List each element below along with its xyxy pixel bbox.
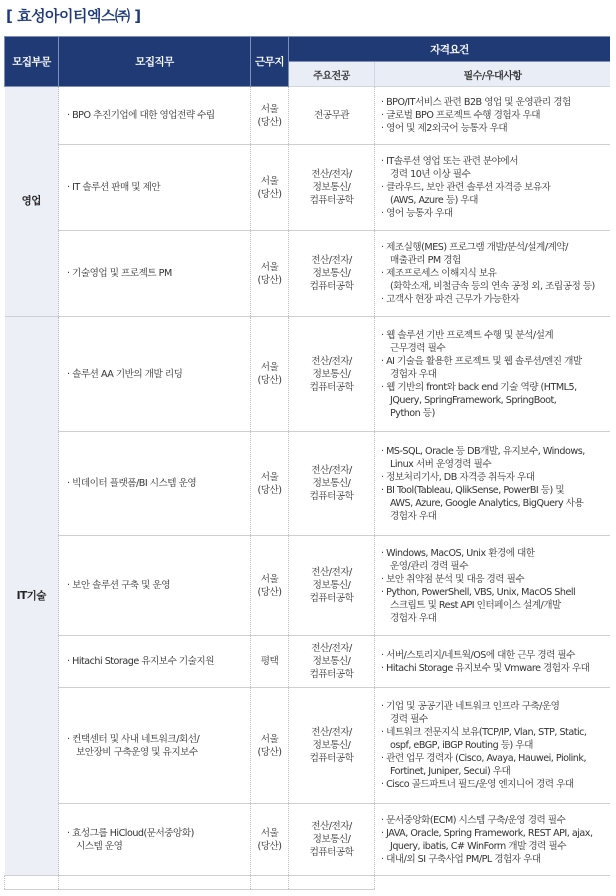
duty-cell (59, 636, 251, 688)
major-cell: 전산/전자/ 정보통신/ 컴퓨터공학 (289, 231, 375, 317)
empty-cell (5, 876, 59, 890)
dept-cell-sales: 영업 (5, 87, 59, 317)
major-cell: 전산/전자/ 정보통신/ 컴퓨터공학 (289, 688, 375, 804)
duty-cell (59, 688, 251, 804)
duty-cell (59, 231, 251, 317)
requirements-cell (375, 636, 611, 688)
table-row (5, 317, 611, 432)
requirements-cell (375, 231, 611, 317)
requirement-item: · 제조실행(MES) 프로그램 개발/분석/설계/계약/ 매출관리 PM 경험 (381, 242, 568, 266)
duty-text: · 빅데이터 플랫폼/BI 시스템 운영 (67, 478, 197, 489)
requirements-cell (375, 317, 611, 432)
duty-text: · Hitachi Storage 유지보수 기술지원 (67, 656, 214, 667)
duty-cell (59, 87, 251, 145)
table-row (5, 804, 611, 876)
duty-cell (59, 536, 251, 636)
requirement-item: · MS-SQL, Oracle 등 DB개발, 유지보수, Windows, Linux 서버 운영경력 필수 (381, 445, 585, 470)
table-row (5, 432, 611, 536)
duty-text: · IT 솔루션 판매 및 제안 (67, 182, 161, 193)
requirement-item: · JAVA, Oracle, Spring Framework, REST API, ajax, Jquery, ibatis, C# WinForm 개발 경력 필수 (381, 827, 593, 852)
requirement-item: · 웹 기반의 front와 back end 기술 역량 (HTML5, JQuery, SpringFramework, SpringBoot, Python 등) (381, 381, 577, 419)
major-cell: 전산/전자/ 정보통신/ 컴퓨터공학 (289, 636, 375, 688)
requirement-item: · 클라우드, 보안 관련 솔루션 자격증 보유자 (AWS, Azure 등) 우대 (381, 182, 551, 206)
header-major: 주요전공 (289, 62, 375, 87)
duty-text: · 보안 솔루션 구축 및 운영 (67, 580, 170, 591)
requirement-item: · 네트워크 전문지식 보유(TCP/IP, Vlan, STP, Static, ospf, eBGP, iBGP Routing 등) 우대 (381, 727, 587, 751)
major-cell: 전공무관 (289, 87, 375, 145)
major-cell: 전산/전자/ 정보통신/ 컴퓨터공학 (289, 804, 375, 876)
requirements-cell (375, 536, 611, 636)
table-row (5, 145, 611, 231)
header-duty: 모집직무 (59, 37, 251, 87)
requirement-item: · Windows, MacOS, Unix 환경에 대한 운영/관리 경력 필수 (381, 547, 535, 572)
location-cell: 서울 (당산) (251, 317, 289, 432)
location-cell: 서울 (당산) (251, 145, 289, 231)
requirement-item: · 글로벌 BPO 프로젝트 수행 경험자 우대 (381, 110, 541, 121)
requirement-item: · 영어 능통자 우대 (381, 208, 453, 219)
header-requirements: 필수/우대사항 (375, 62, 611, 87)
location-cell: 서울 (당산) (251, 804, 289, 876)
requirement-item: · 기업 및 공공기관 네트워크 인프라 구축/운영 경력 필수 (381, 701, 560, 725)
requirement-item: · 고객사 현장 파견 근무가 가능한자 (381, 294, 520, 305)
duty-cell (59, 804, 251, 876)
requirement-item: · 관련 업무 경력자 (Cisco, Avaya, Hauwei, Piolink, Fortinet, Juniper, Secui) 우대 (381, 753, 586, 777)
duty-text: · 컨택센터 및 사내 네트워크/회선/ 보안장비 구축운영 및 유지보수 (67, 733, 200, 758)
header-qualification: 자격요건 (289, 37, 611, 62)
requirement-item: · BI Tool(Tableau, QlikSense, PowerBI 등) 및 AWS, Azure, Google Analytics, BigQuery 사용 경험자 우대 (381, 484, 584, 522)
requirement-item: · AI 기술을 활용한 프로젝트 및 웹 솔루션/엔진 개발 경험자 우대 (381, 355, 582, 380)
header-location: 근무지 (251, 37, 289, 87)
table-row (5, 231, 611, 317)
major-cell: 전산/전자/ 정보통신/ 컴퓨터공학 (289, 432, 375, 536)
company-title: [ 효성아이티엑스㈜ ] (6, 7, 141, 25)
requirements-cell (375, 432, 611, 536)
location-cell: 서울 (당산) (251, 688, 289, 804)
table-row (5, 688, 611, 804)
requirement-item: · Cisco 골드파트너 필드/운영 엔지니어 경력 우대 (381, 779, 574, 790)
requirement-item: · 제조프로세스 이해지식 보유 (화학소재, 비철금속 등의 연속 공정 외, 조립공정 등) (381, 268, 595, 292)
table-row (5, 536, 611, 636)
requirement-item: · 대내/외 SI 구축사업 PM/PL 경험자 우대 (381, 853, 541, 865)
recruitment-table (4, 36, 610, 890)
requirement-item: · BPO/IT서비스 관련 B2B 영업 및 운영관리 경험 (381, 97, 571, 108)
requirements-cell (375, 688, 611, 804)
requirement-item: · Hitachi Storage 유지보수 및 Vmware 경험자 우대 (381, 662, 590, 674)
empty-cell (251, 876, 289, 890)
duty-cell (59, 432, 251, 536)
requirement-item: · 정보처리기사, DB 자격증 취득자 우대 (381, 471, 535, 483)
table-row-continued (5, 876, 611, 890)
requirement-item: · 영어 및 제2외국어 능통자 우대 (381, 123, 508, 134)
major-cell: 전산/전자/ 정보통신/ 컴퓨터공학 (289, 317, 375, 432)
requirements-cell (375, 145, 611, 231)
requirement-item: · Python, PowerShell, VBS, Unix, MacOS Shell 스크립트 및 Rest API 인터페이스 설계/개발 경험자 우대 (381, 586, 576, 624)
requirement-item: · IT솔루션 영업 또는 관련 분야에서 경력 10년 이상 필수 (381, 156, 518, 180)
requirement-item: · 웹 솔루션 기반 프로젝트 수행 및 분석/설계 근무경력 필수 (381, 329, 554, 354)
requirement-item: · 문서중앙화(ECM) 시스템 구축/운영 경력 필수 (381, 814, 566, 826)
duty-text: · 효성그룹 HiCloud(문서중앙화) 시스템 운영 (67, 827, 194, 852)
duty-text: · 솔루션 AA 기반의 개발 리딩 (67, 368, 183, 380)
table-row (5, 87, 611, 145)
dept-cell-it: IT기술 (5, 317, 59, 876)
location-cell: 평택 (251, 636, 289, 688)
requirements-cell (375, 87, 611, 145)
duty-cell (59, 317, 251, 432)
location-cell: 서울 (당산) (251, 87, 289, 145)
major-cell: 전산/전자/ 정보통신/ 컴퓨터공학 (289, 145, 375, 231)
empty-cell (59, 876, 251, 890)
duty-cell (59, 145, 251, 231)
duty-text: · BPO 추진기업에 대한 영업전략 수립 (67, 110, 215, 121)
header-dept: 모집부문 (5, 37, 59, 87)
requirement-item: · 보안 취약점 분석 및 대응 경력 필수 (381, 573, 525, 585)
location-cell: 서울 (당산) (251, 536, 289, 636)
major-cell: 전산/전자/ 정보통신/ 컴퓨터공학 (289, 536, 375, 636)
location-cell: 서울 (당산) (251, 432, 289, 536)
duty-text: · 기술영업 및 프로젝트 PM (67, 268, 172, 279)
recruitment-table-container (4, 36, 610, 896)
requirements-cell (375, 804, 611, 876)
empty-cell (289, 876, 375, 890)
requirement-item: · 서버/스토리지/네트웍/OS에 대한 근무 경력 필수 (381, 649, 575, 661)
table-row (5, 636, 611, 688)
table-body (5, 87, 611, 890)
location-cell: 서울 (당산) (251, 231, 289, 317)
